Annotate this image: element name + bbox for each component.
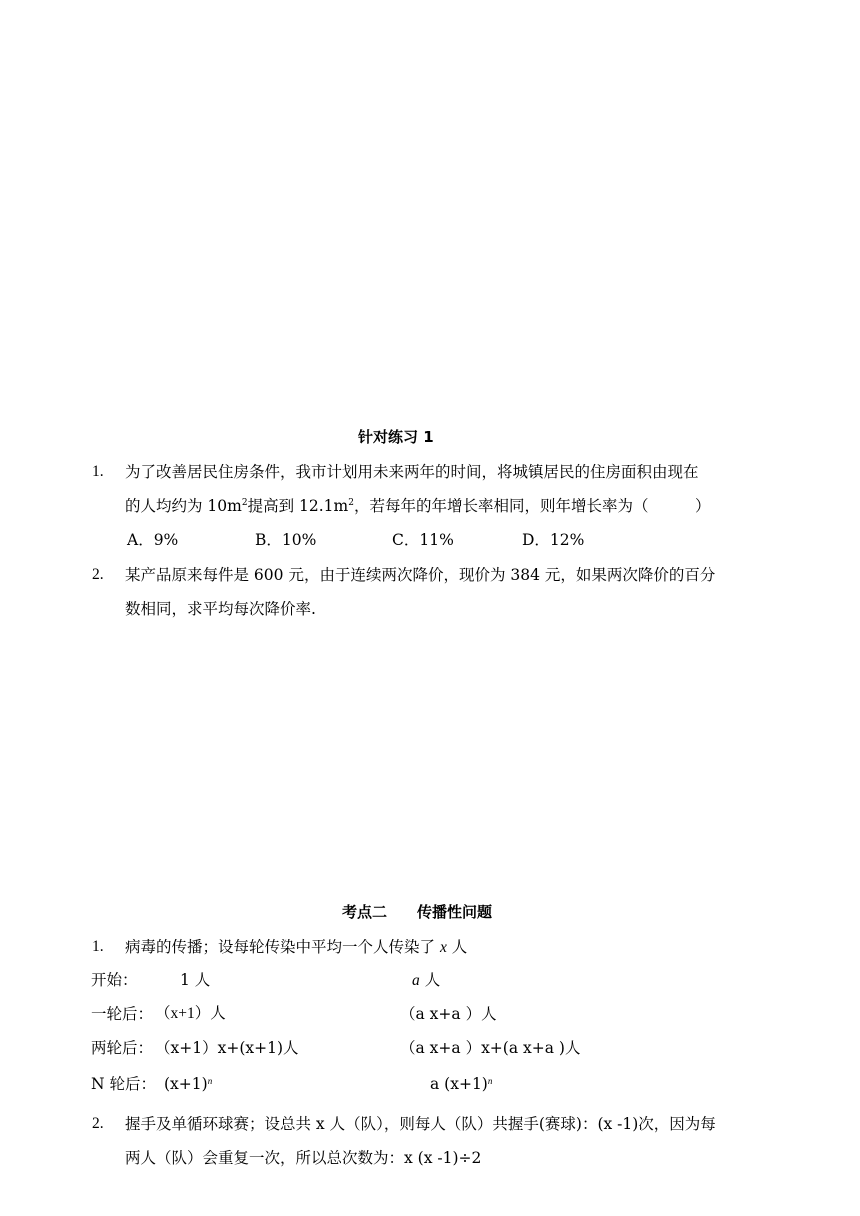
row-roundn-right-expr: a (x+1) [430, 1075, 488, 1093]
variable-x: x [439, 939, 447, 956]
variable-a: a [412, 972, 420, 989]
row-roundn-left-expr: (x+1) [164, 1075, 208, 1093]
question-1-text-a: 的人均约为 10m [125, 497, 242, 515]
question-2-line-2: 数相同，求平均每次降价率. [125, 600, 316, 618]
question-number-1: 1. [92, 463, 104, 480]
row-roundn-left [164, 1074, 212, 1094]
superscript-n: n [207, 1076, 213, 1086]
section-title-practice: 针对练习 1 [358, 428, 434, 446]
row-start-unit: 人 [424, 971, 441, 989]
row-start-label: 开始： [91, 971, 138, 989]
question-number-2: 2. [92, 566, 104, 583]
row-round1-label: 一轮后： [91, 1005, 154, 1023]
option-a: A．9% [127, 531, 179, 549]
row-round1-right: （a x+a ）人 [400, 1005, 497, 1023]
item-1-text [125, 937, 467, 958]
question-1-text-b: 提高到 12.1m [247, 497, 349, 515]
superscript-n: n [487, 1076, 493, 1086]
item-number-2: 2. [92, 1115, 104, 1132]
row-round2-left: （x+1）x+(x+1)人 [155, 1039, 299, 1057]
section-title-spread: 考点二 传播性问题 [342, 903, 493, 921]
option-d: D．12% [522, 531, 585, 549]
row-start-right [412, 970, 440, 991]
question-1-text-c: ，若每年的年增长率相同，则年增长率为（ ） [353, 497, 711, 515]
row-start-left: 1 人 [180, 971, 211, 989]
option-b: B．10% [255, 531, 317, 549]
superscript: 2 [348, 498, 354, 508]
row-round2-right: （a x+a ）x+(a x+a )人 [400, 1039, 581, 1057]
question-1-line-2 [125, 496, 710, 516]
item-2-line-1: 握手及单循环球赛；设总共 x 人（队），则每人（队）共握手(赛球)：(x -1)次，因为每 [125, 1115, 716, 1133]
row-roundn-label: N 轮后： [91, 1075, 156, 1093]
question-2-line-1: 某产品原来每件是 600 元，由于连续两次降价，现价为 384 元，如果两次降价的百分 [125, 566, 716, 584]
item-2-line-2: 两人（队）会重复一次，所以总次数为：x (x -1)÷2 [125, 1149, 482, 1167]
item-1-label: 病毒的传播；设每轮传染中平均一个人传染了 [125, 938, 436, 956]
item-number-1: 1. [92, 938, 104, 955]
option-c: C．11% [392, 531, 454, 549]
row-roundn-right [430, 1074, 492, 1094]
superscript: 2 [241, 498, 248, 508]
row-round2-label: 两轮后： [91, 1039, 154, 1057]
row-round1-left: （x+1）人 [155, 1005, 226, 1022]
question-1-line-1: 为了改善居民住房条件，我市计划用未来两年的时间，将城镇居民的住房面积由现在 [125, 463, 699, 481]
item-1-unit: 人 [451, 938, 468, 956]
